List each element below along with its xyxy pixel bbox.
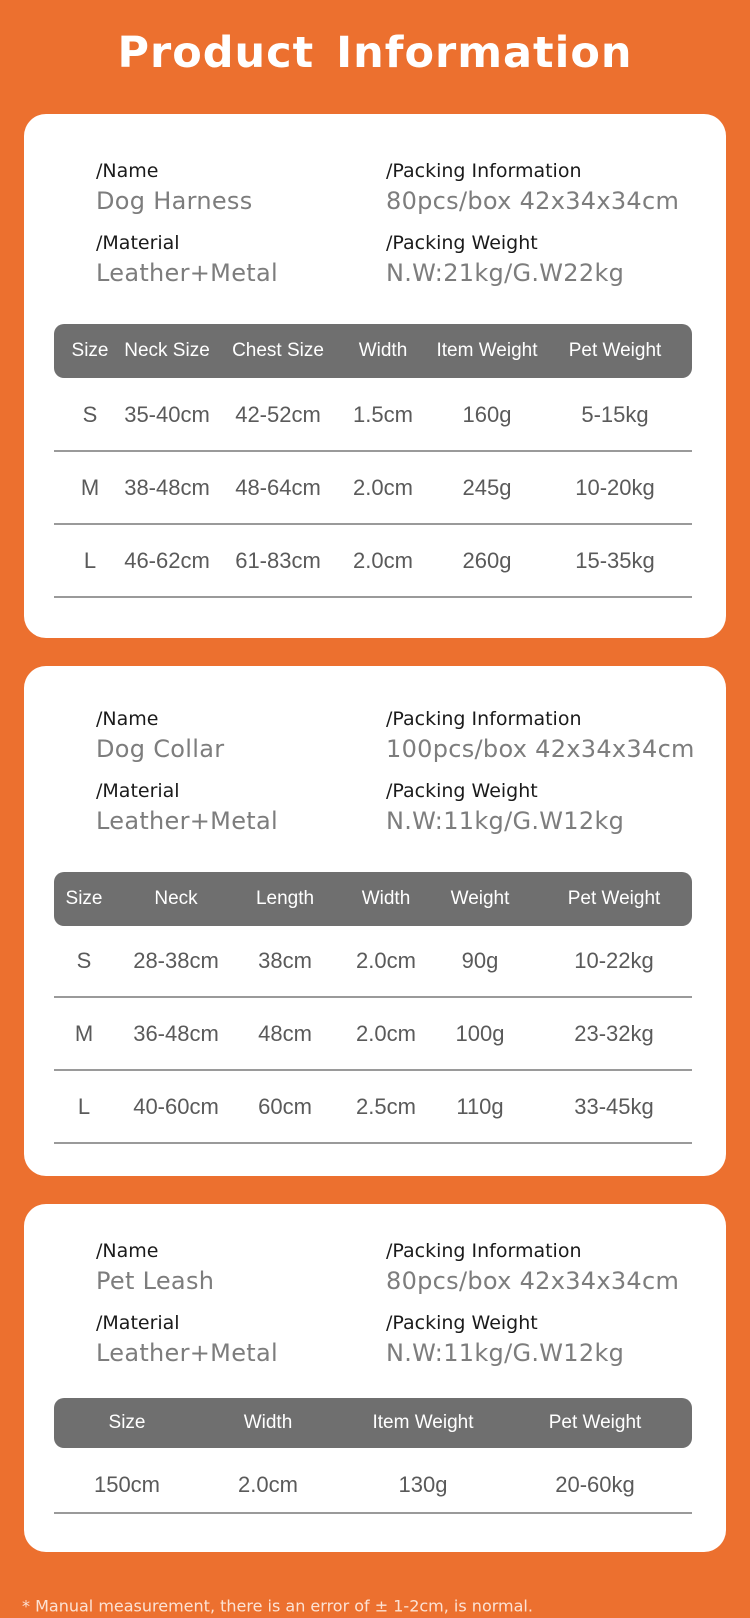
- table-cell: 90g: [461, 948, 499, 973]
- table-cell: 110g: [456, 1094, 504, 1119]
- column-header: Weight: [450, 888, 510, 909]
- table-cell: 160g: [462, 402, 512, 427]
- table-row: [54, 1070, 692, 1144]
- table-row: [54, 524, 692, 598]
- table-cell: 38-48cm: [124, 475, 210, 500]
- table-row: [54, 378, 692, 452]
- table-cell: 46-62cm: [124, 548, 210, 573]
- packing-weight-label: /Packing Weight: [386, 780, 538, 802]
- column-header: Pet Weight: [548, 1412, 642, 1433]
- table-cell: S: [82, 402, 98, 427]
- packing-weight-value: N.W:11kg/G.W12kg: [386, 807, 625, 835]
- packing-weight-value: N.W:11kg/G.W12kg: [386, 1339, 625, 1367]
- table-cell: 1.5cm: [353, 402, 413, 427]
- table-cell: 36-48cm: [133, 1021, 219, 1046]
- table-cell: 40-60cm: [133, 1094, 219, 1119]
- table-row: [54, 997, 692, 1071]
- column-header: Neck Size: [124, 340, 210, 361]
- table-row: [54, 451, 692, 525]
- material-label: /Material: [96, 232, 180, 254]
- table-cell: 48cm: [258, 1021, 312, 1046]
- table-cell: M: [74, 1021, 94, 1046]
- table-cell: 35-40cm: [124, 402, 210, 427]
- measurement-note: * Manual measurement, there is an error of ± 1-2cm, is normal.: [22, 1596, 533, 1616]
- table-cell: S: [76, 948, 92, 973]
- material-label: /Material: [96, 1312, 180, 1334]
- packing-weight-label: /Packing Weight: [386, 232, 538, 254]
- material-label: /Material: [96, 780, 180, 802]
- harness-card: [24, 114, 726, 638]
- name-label: /Name: [96, 160, 159, 182]
- table-cell: 42-52cm: [235, 402, 321, 427]
- column-header: Neck: [154, 888, 198, 909]
- table-row: [54, 1448, 692, 1514]
- page-title: Product Information: [117, 28, 633, 78]
- material-value: Leather+Metal: [96, 1339, 278, 1367]
- table-cell: 150cm: [93, 1472, 161, 1497]
- column-header: Width: [361, 888, 411, 909]
- table-header: [54, 324, 692, 378]
- table-cell: 260g: [462, 548, 512, 573]
- table-cell: 2.0cm: [353, 475, 413, 500]
- column-header: Size: [65, 888, 103, 909]
- table-header: [54, 872, 692, 926]
- packing-weight-value: N.W:21kg/G.W22kg: [386, 259, 625, 287]
- table-cell: 38cm: [258, 948, 312, 973]
- table-cell: 61-83cm: [235, 548, 321, 573]
- column-header: Pet Weight: [568, 340, 662, 361]
- column-header: Item Weight: [436, 340, 538, 361]
- table-cell: 100g: [455, 1021, 505, 1046]
- material-value: Leather+Metal: [96, 259, 278, 287]
- table-row: [54, 924, 692, 998]
- table-header: [54, 1398, 692, 1448]
- packing-weight-label: /Packing Weight: [386, 1312, 538, 1334]
- table-cell: 5-15kg: [581, 402, 649, 427]
- column-header: Width: [358, 340, 408, 361]
- packing-info-value: 80pcs/box 42x34x34cm: [386, 1267, 680, 1295]
- collar-card: [24, 666, 726, 1176]
- table-cell: 23-32kg: [574, 1021, 654, 1046]
- table-cell: 2.0cm: [356, 1021, 416, 1046]
- name-label: /Name: [96, 1240, 159, 1262]
- column-header: Width: [243, 1412, 293, 1433]
- table-cell: L: [83, 548, 97, 573]
- column-header: Chest Size: [232, 340, 324, 361]
- column-header: Size: [108, 1412, 146, 1433]
- column-header: Length: [255, 888, 315, 909]
- column-header: Size: [71, 340, 109, 361]
- table-cell: 60cm: [258, 1094, 312, 1119]
- material-value: Leather+Metal: [96, 807, 278, 835]
- packing-info-label: /Packing Information: [386, 1240, 582, 1262]
- leash-card: [24, 1204, 726, 1552]
- name-label: /Name: [96, 708, 159, 730]
- table-cell: 28-38cm: [133, 948, 219, 973]
- table-cell: 2.0cm: [238, 1472, 298, 1497]
- table-cell: 10-20kg: [575, 475, 655, 500]
- table-cell: L: [77, 1094, 91, 1119]
- column-header: Item Weight: [372, 1412, 474, 1433]
- product-name: Dog Collar: [96, 735, 225, 763]
- packing-info-label: /Packing Information: [386, 160, 582, 182]
- product-name: Pet Leash: [96, 1267, 215, 1295]
- table-cell: 10-22kg: [574, 948, 654, 973]
- table-cell: 245g: [462, 475, 512, 500]
- table-cell: 15-35kg: [575, 548, 655, 573]
- packing-info-value: 100pcs/box 42x34x34cm: [386, 735, 695, 763]
- table-cell: 130g: [398, 1472, 448, 1497]
- packing-info-label: /Packing Information: [386, 708, 582, 730]
- table-cell: 48-64cm: [235, 475, 321, 500]
- table-cell: 20-60kg: [555, 1472, 635, 1497]
- table-cell: 2.0cm: [356, 948, 416, 973]
- column-header: Pet Weight: [567, 888, 661, 909]
- table-cell: 2.5cm: [356, 1094, 416, 1119]
- table-cell: 2.0cm: [353, 548, 413, 573]
- table-cell: M: [80, 475, 100, 500]
- table-cell: 33-45kg: [574, 1094, 654, 1119]
- packing-info-value: 80pcs/box 42x34x34cm: [386, 187, 680, 215]
- product-name: Dog Harness: [96, 187, 253, 215]
